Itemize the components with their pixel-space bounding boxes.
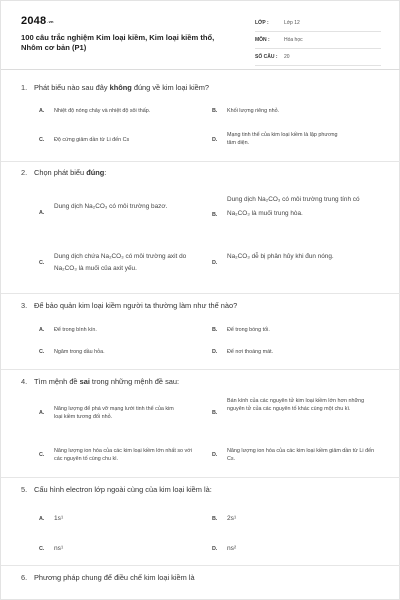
question-4 — [21, 377, 381, 387]
site-logo[interactable] — [21, 15, 54, 27]
option-d[interactable] — [212, 348, 382, 358]
question-1 — [21, 83, 381, 93]
option-text: Bán kính của các nguyên tử kim loại kiềm lớn hơn những nguyên tử của các nguyên tố khác cùng một chu kì. — [227, 398, 365, 412]
question-text — [21, 301, 381, 311]
option-text: 1s¹ — [54, 515, 64, 522]
question-divider — [1, 161, 400, 162]
question-text-part: Tìm mệnh đề — [34, 377, 80, 386]
question-text — [21, 168, 381, 178]
question-keyword: không — [109, 83, 132, 92]
meta-value: Hóa học — [284, 37, 303, 43]
option-c[interactable] — [39, 543, 199, 557]
option-text: Mạng tinh thể của kim loại kiềm là lập phương tâm diện. — [227, 132, 338, 146]
option-text: Dung dịch Na₂CO₃ có môi trường trung tính có Na₂CO₃ là muối trung hòa. — [227, 196, 360, 217]
option-label: C. — [39, 349, 45, 355]
question-text — [21, 83, 381, 93]
meta-key: MÔN : — [255, 37, 270, 43]
question-text — [21, 573, 381, 583]
question-text-part: Để bảo quản kim loại kiềm người ta thường làm như thế nào? — [34, 301, 238, 310]
question-divider — [1, 565, 400, 566]
question-number: 2. — [21, 168, 28, 177]
question-text-part: trong những mệnh đề sau: — [89, 377, 180, 386]
option-b[interactable] — [212, 397, 382, 427]
option-a[interactable] — [39, 326, 199, 336]
option-c[interactable] — [39, 348, 199, 358]
option-a[interactable] — [39, 513, 199, 527]
option-text: Khối lượng riêng nhỏ. — [227, 108, 280, 114]
option-d[interactable] — [212, 447, 382, 467]
logo-suffix: .vn — [47, 18, 54, 24]
option-c[interactable] — [39, 251, 204, 277]
question-5 — [21, 485, 381, 495]
header-divider — [1, 69, 400, 70]
option-text: ns¹ — [54, 545, 64, 552]
option-text: Nhiệt độ nóng chảy và nhiệt độ sôi thấp. — [54, 108, 151, 114]
option-b[interactable] — [212, 193, 382, 239]
option-text: Năng lượng ion hóa của các kim loại kiềm lớn nhất so với các nguyên tố cùng chu kì. — [54, 448, 192, 462]
option-b[interactable] — [212, 513, 382, 527]
option-label: A. — [39, 210, 45, 216]
option-text: Độ cứng giảm dần từ Li đến Cs — [54, 137, 130, 143]
option-label: C. — [39, 137, 45, 143]
option-label: A. — [39, 410, 45, 416]
question-text-part: : — [104, 168, 107, 177]
question-keyword: sai — [79, 377, 90, 386]
option-text: ns² — [227, 545, 237, 552]
question-divider — [1, 293, 400, 294]
option-label: B. — [212, 410, 218, 416]
option-label: C. — [39, 260, 45, 266]
option-label: B. — [212, 108, 218, 114]
option-label: D. — [212, 349, 218, 355]
meta-row-class — [255, 15, 381, 32]
option-label: C. — [39, 452, 45, 458]
option-text: Dung dịch chứa Na₂CO₃ có môi trường axit do Na₂CO₃ là muối của axit yếu. — [54, 253, 187, 272]
question-text-part: Chọn phát biểu — [34, 168, 87, 177]
option-text: Dung dịch Na₂CO₃ có môi trường bazơ. — [54, 203, 168, 210]
option-label: A. — [39, 327, 45, 333]
option-d[interactable] — [212, 131, 382, 149]
option-label: D. — [212, 452, 218, 458]
question-keyword: đúng — [86, 168, 105, 177]
option-text: Năng lượng để phá vỡ mạng lưới tinh thể của kim loại kiềm tương đối nhỏ. — [54, 406, 174, 420]
meta-value: Lớp 12 — [284, 20, 300, 26]
question-number: 6. — [21, 573, 28, 582]
logo-text: 2048 — [21, 15, 47, 27]
option-text: Để nơi thoáng mát. — [227, 349, 274, 355]
question-number: 4. — [21, 377, 28, 386]
option-b[interactable] — [212, 326, 382, 336]
option-a[interactable] — [39, 405, 199, 425]
question-text-part: đúng về kim loại kiềm? — [131, 83, 210, 92]
option-text: Na₂CO₃ dễ bị phân hủy khi đun nóng. — [227, 253, 334, 260]
question-2 — [21, 168, 381, 178]
question-number: 1. — [21, 83, 28, 92]
question-text-part: Phương pháp chung để điều chế kim loại kiềm là — [34, 573, 195, 582]
option-c[interactable] — [39, 136, 199, 146]
meta-info — [255, 15, 381, 66]
question-number: 5. — [21, 485, 28, 494]
question-text-part: Cấu hình electron lớp ngoài cùng của kim loại kiềm là: — [34, 485, 212, 494]
option-label: A. — [39, 108, 45, 114]
option-a[interactable] — [39, 107, 199, 117]
option-label: D. — [212, 546, 218, 552]
question-divider — [1, 477, 400, 478]
option-a[interactable] — [39, 201, 199, 227]
meta-row-count — [255, 49, 381, 66]
option-label: B. — [212, 516, 218, 522]
option-text: Năng lượng ion hóa của các kim loại kiềm giảm dần từ Li đến Cs. — [227, 448, 375, 462]
option-label: C. — [39, 546, 45, 552]
meta-value: 20 — [284, 54, 290, 60]
meta-row-subject — [255, 32, 381, 49]
option-label: D. — [212, 260, 218, 266]
meta-key: LỚP : — [255, 20, 269, 26]
option-label: B. — [212, 212, 218, 218]
option-text: Để trong bình kín. — [54, 327, 97, 333]
option-label: A. — [39, 516, 45, 522]
question-divider — [1, 369, 400, 370]
option-d[interactable] — [212, 251, 382, 277]
option-c[interactable] — [39, 447, 199, 467]
option-text: 2s¹ — [227, 515, 237, 522]
option-d[interactable] — [212, 543, 382, 557]
option-label: D. — [212, 137, 218, 143]
question-text-part: Phát biểu nào sau đây — [34, 83, 110, 92]
option-text: Để trong bóng tối. — [227, 327, 270, 333]
question-text — [21, 377, 381, 387]
question-number: 3. — [21, 301, 28, 310]
question-text — [21, 485, 381, 495]
option-text: Ngâm trong dầu hỏa. — [54, 349, 105, 355]
worksheet-title: 100 câu trắc nghiệm Kim loại kiềm, Kim loại kiềm thổ, Nhôm cơ bản (P1) — [21, 33, 215, 52]
meta-key: SỐ CÂU : — [255, 54, 278, 60]
question-3 — [21, 301, 381, 311]
option-label: B. — [212, 327, 218, 333]
option-b[interactable] — [212, 107, 382, 117]
question-6 — [21, 573, 381, 583]
